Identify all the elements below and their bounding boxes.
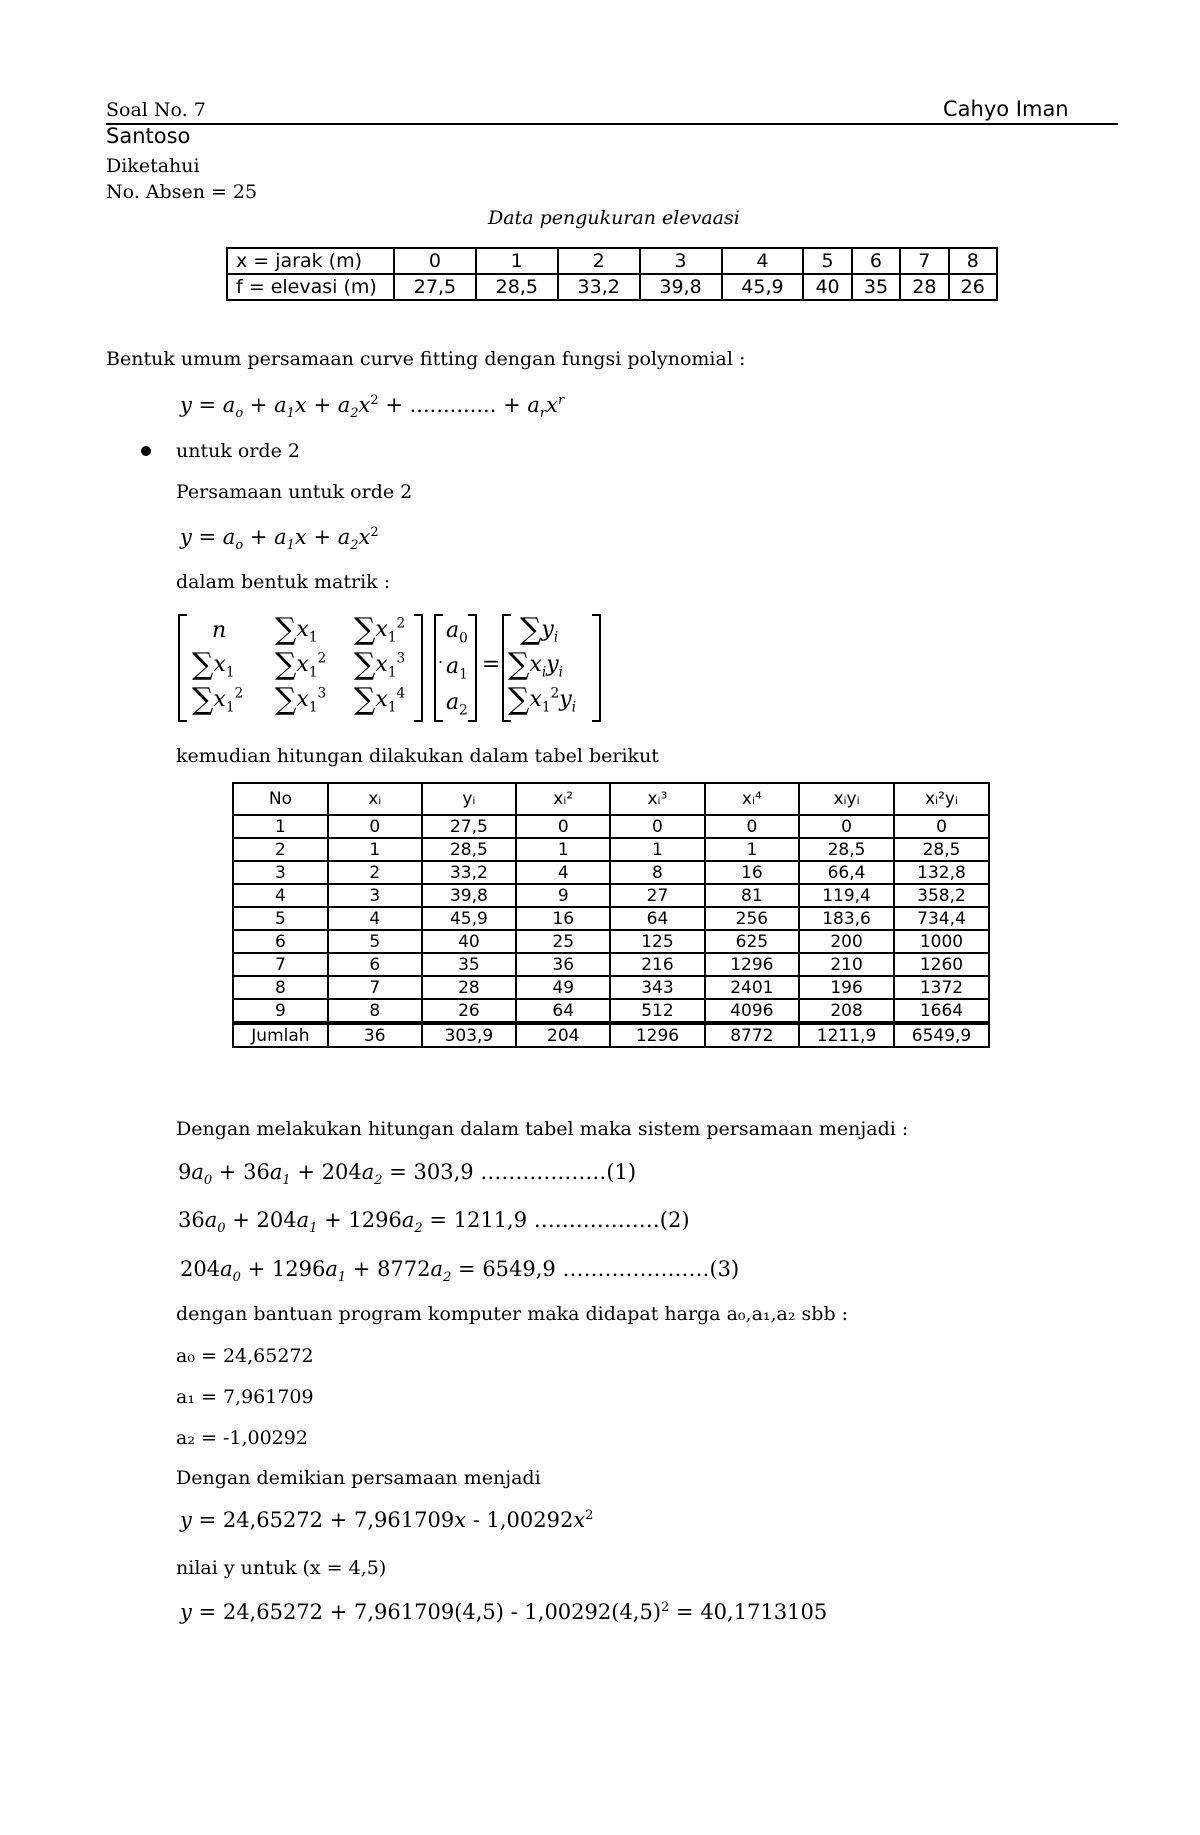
system-intro-text: Dengan melakukan hitungan dalam tabel maka sistem persamaan menjadi :	[176, 1118, 909, 1140]
header-rule	[106, 123, 1118, 125]
coefficient: 36	[243, 1160, 270, 1184]
table-row	[233, 861, 989, 884]
table-cell: 7	[328, 976, 422, 999]
a2-value: a₂ = -1,00292	[176, 1427, 308, 1449]
rhs-value: 6549,9	[482, 1257, 556, 1281]
table-cell: 4	[516, 861, 610, 884]
table-cell: 119,4	[799, 884, 894, 907]
table-cell: 303,9	[422, 1023, 517, 1047]
coefficient: 204	[256, 1208, 297, 1232]
table-cell: 9	[233, 999, 328, 1023]
table-cell: 26	[949, 274, 997, 300]
order2-equation: $y = a_o + a_1x + a_2x^2$	[180, 525, 379, 554]
table-cell: 45,9	[422, 907, 517, 930]
table-cell: 5	[328, 930, 422, 953]
matrix-cell: $\sum y_i$	[520, 612, 559, 647]
table-cell: 49	[516, 976, 610, 999]
table-cell: 45,9	[722, 274, 804, 300]
table-cell: 28,5	[422, 838, 517, 861]
equation-term: - 1,00292	[466, 1508, 574, 1532]
matrix-cell: $\sum x_1^3$	[275, 682, 327, 717]
table-cell: 1211,9	[799, 1023, 894, 1047]
equation-tag: …………………(3)	[562, 1257, 740, 1281]
matrix-bracket-right	[414, 614, 423, 722]
table-row	[233, 907, 989, 930]
data-table-caption: Data pengukuran elevaasi	[488, 207, 740, 229]
table-cell: 4	[233, 884, 328, 907]
table-cell: 28,5	[799, 838, 894, 861]
matrix-cell: $a_0$	[446, 618, 468, 647]
table-cell: 0	[516, 815, 610, 838]
matrix-cell: $a_2$	[446, 690, 468, 719]
table-cell: 1000	[894, 930, 989, 953]
normal-equation-matrix	[178, 612, 598, 722]
table-cell: 734,4	[894, 907, 989, 930]
general-form-text: Bentuk umum persamaan curve fitting dengan fungsi polynomial :	[106, 348, 746, 370]
table-row	[227, 248, 997, 274]
coefficient: 204	[180, 1257, 221, 1281]
table-cell: 25	[516, 930, 610, 953]
equation-tag: ………………(2)	[533, 1208, 690, 1232]
table-cell: 28,5	[476, 274, 558, 300]
matrix-cell: $\sum x_1$	[275, 612, 318, 647]
table-cell: 28,5	[894, 838, 989, 861]
column-header: xᵢyᵢ	[799, 783, 894, 815]
coefficient: 8772	[377, 1257, 431, 1281]
a0-value: a₀ = 24,65272	[176, 1345, 314, 1367]
equation-dots: + ............. +	[385, 393, 521, 417]
rhs-value: 303,9	[413, 1160, 474, 1184]
table-cell: 16	[705, 861, 799, 884]
final-equation-text: Dengan demikian persamaan menjadi	[176, 1467, 541, 1489]
table-cell: 28	[422, 976, 517, 999]
matrix-cell: $\sum x_1^2$	[275, 647, 327, 682]
table-cell: 210	[799, 953, 894, 976]
table-header-row	[233, 783, 989, 815]
table-cell: 1296	[705, 953, 799, 976]
table-cell: 27	[610, 884, 704, 907]
matrix-cell: n	[212, 618, 227, 643]
column-header: xᵢ³	[610, 783, 704, 815]
table-cell: 0	[328, 815, 422, 838]
table-cell: 40	[422, 930, 517, 953]
matrix-cell: $\sum x_1^2$	[192, 682, 244, 717]
table-cell: 512	[610, 999, 704, 1023]
table-cell: 35	[852, 274, 900, 300]
order2-subtitle: Persamaan untuk orde 2	[176, 481, 413, 503]
table-intro-text: kemudian hitungan dilakukan dalam tabel berikut	[176, 745, 659, 767]
table-cell: 7	[900, 248, 948, 274]
matrix-cell: $\sum x_1$	[192, 647, 235, 682]
matrix-intro-text: dalam bentuk matrik :	[176, 571, 391, 593]
matrix-cell: $\sum x_1^2y_i$	[508, 682, 576, 717]
table-cell: 8	[328, 999, 422, 1023]
table-row	[233, 838, 989, 861]
evaluation-rhs: 24,65272 + 7,961709(4,5) - 1,00292(4,5)	[222, 1600, 662, 1624]
table-cell: 27,5	[394, 274, 476, 300]
table-cell: 8	[610, 861, 704, 884]
table-cell: 36	[516, 953, 610, 976]
table-cell: 6	[852, 248, 900, 274]
table-row	[233, 930, 989, 953]
table-cell: 81	[705, 884, 799, 907]
table-cell: 1372	[894, 976, 989, 999]
matrix-cell: $\sum x_iy_i$	[508, 647, 563, 682]
coefficient: 36	[178, 1208, 205, 1232]
table-cell: 0	[894, 815, 989, 838]
evaluation-equation: $y = 24,65272 + 7,961709(4,5) - 1,00292(4,5)^2 = 40,1713105$	[180, 1600, 828, 1624]
row-label-x: x = jarak (m)	[227, 248, 394, 274]
table-row	[233, 815, 989, 838]
table-cell: 256	[705, 907, 799, 930]
table-row	[233, 976, 989, 999]
table-cell: 8772	[705, 1023, 799, 1047]
a1-value: a₁ = 7,961709	[176, 1386, 314, 1408]
table-cell: 1	[516, 838, 610, 861]
table-cell: 7	[233, 953, 328, 976]
table-cell: 358,2	[894, 884, 989, 907]
table-cell: 1	[705, 838, 799, 861]
table-cell: 39,8	[640, 274, 722, 300]
coefficient: 204	[321, 1160, 362, 1184]
table-cell: 9	[516, 884, 610, 907]
absen-number: No. Absen = 25	[106, 181, 258, 203]
matrix-cell: $\sum x_1^3$	[354, 647, 406, 682]
table-row	[233, 999, 989, 1023]
question-number: Soal No. 7	[106, 99, 206, 121]
table-cell: 200	[799, 930, 894, 953]
table-cell: 1	[476, 248, 558, 274]
coefficient: 1296	[348, 1208, 402, 1232]
table-cell: 16	[516, 907, 610, 930]
table-cell: 28	[900, 274, 948, 300]
table-cell: 2	[558, 248, 640, 274]
table-cell: 0	[394, 248, 476, 274]
column-header: No	[233, 783, 328, 815]
rhs-value: 1211,9	[453, 1208, 528, 1232]
column-header: xᵢ⁴	[705, 783, 799, 815]
table-cell: 26	[422, 999, 517, 1023]
table-cell: 1664	[894, 999, 989, 1023]
table-row	[233, 953, 989, 976]
table-cell: 5	[233, 907, 328, 930]
bullet-icon	[141, 446, 151, 456]
table-cell: 3	[328, 884, 422, 907]
table-cell: 208	[799, 999, 894, 1023]
system-equation-3: $204a_0 + 1296a_1 + 8772a_2 = 6549,9$ …………………(3)	[180, 1257, 740, 1286]
diketahui-label: Diketahui	[106, 155, 200, 177]
column-header: xᵢ²yᵢ	[894, 783, 989, 815]
equals-sign: =	[482, 652, 501, 677]
table-cell: 4	[328, 907, 422, 930]
table-row	[227, 274, 997, 300]
author-name: Cahyo Iman	[943, 97, 1069, 121]
table-cell: 33,2	[558, 274, 640, 300]
coefficient: 1296	[271, 1257, 326, 1281]
table-row	[233, 884, 989, 907]
table-cell: 6	[233, 930, 328, 953]
calculation-table	[232, 782, 990, 1048]
column-header: xᵢ	[328, 783, 422, 815]
matrix-bracket-left	[178, 614, 187, 722]
table-cell: 36	[328, 1023, 422, 1047]
column-header: yᵢ	[422, 783, 517, 815]
table-cell: 8	[233, 976, 328, 999]
column-header: xᵢ²	[516, 783, 610, 815]
table-cell: 0	[799, 815, 894, 838]
table-cell: 64	[610, 907, 704, 930]
table-cell: 2	[233, 838, 328, 861]
table-cell: 33,2	[422, 861, 517, 884]
table-cell: 343	[610, 976, 704, 999]
table-cell: 4	[722, 248, 804, 274]
table-cell: 66,4	[799, 861, 894, 884]
vector-bracket-right	[468, 614, 477, 722]
evaluation-result: = 40,1713105	[669, 1600, 828, 1624]
table-cell: 2401	[705, 976, 799, 999]
table-cell: 1296	[610, 1023, 704, 1047]
table-cell: 1260	[894, 953, 989, 976]
table-cell: 196	[799, 976, 894, 999]
row-label-f: f = elevasi (m)	[227, 274, 394, 300]
table-cell: 39,8	[422, 884, 517, 907]
coefficient: 9	[178, 1160, 192, 1184]
table-cell: 27,5	[422, 815, 517, 838]
table-cell: 125	[610, 930, 704, 953]
general-polynomial-equation: $y = a_o + a_1x + a_2x^2$ + ............. + $a_rx^r$	[180, 393, 565, 422]
table-cell: 204	[516, 1023, 610, 1047]
table-cell: 132,8	[894, 861, 989, 884]
table-cell: 2	[328, 861, 422, 884]
evaluation-text: nilai y untuk (x = 4,5)	[176, 1557, 387, 1579]
matrix-cell: $a_1$	[446, 654, 468, 683]
vector-bracket-left	[434, 614, 443, 722]
table-cell: 40	[803, 274, 851, 300]
table-cell: Jumlah	[233, 1023, 328, 1047]
solution-intro-text: dengan bantuan program komputer maka didapat harga a₀,a₁,a₂ sbb :	[176, 1303, 849, 1325]
table-cell: 64	[516, 999, 610, 1023]
table-cell: 216	[610, 953, 704, 976]
elevation-data-table	[226, 247, 998, 301]
table-cell: 35	[422, 953, 517, 976]
system-equation-1: $9a_0 + 36a_1 + 204a_2 = 303,9$ ………………(1)	[178, 1160, 637, 1189]
equation-tag: ………………(1)	[480, 1160, 637, 1184]
table-cell: 1	[328, 838, 422, 861]
table-cell: 3	[640, 248, 722, 274]
table-cell: 5	[803, 248, 851, 274]
table-cell: 6549,9	[894, 1023, 989, 1047]
table-cell: 1	[233, 815, 328, 838]
order2-bullet-text: untuk orde 2	[176, 440, 300, 462]
table-cell: 1	[610, 838, 704, 861]
table-cell: 0	[705, 815, 799, 838]
table-cell: 0	[610, 815, 704, 838]
equation-rhs: 24,65272 + 7,961709	[222, 1508, 455, 1532]
vector-bracket-right	[592, 614, 601, 722]
author-surname: Santoso	[106, 124, 191, 148]
multiply-dot: .	[438, 648, 444, 667]
final-equation: $y = 24,65272 + 7,961709x - 1,00292x^2$	[180, 1508, 594, 1532]
table-cell: 6	[328, 953, 422, 976]
table-total-row	[233, 1023, 989, 1047]
matrix-cell: $\sum x_1^2$	[354, 612, 406, 647]
matrix-cell: $\sum x_1^4$	[354, 682, 406, 717]
table-cell: 625	[705, 930, 799, 953]
table-cell: 4096	[705, 999, 799, 1023]
system-equation-2: $36a_0 + 204a_1 + 1296a_2 = 1211,9$ ………………(2)	[178, 1208, 690, 1237]
table-cell: 8	[949, 248, 997, 274]
table-cell: 3	[233, 861, 328, 884]
table-cell: 183,6	[799, 907, 894, 930]
